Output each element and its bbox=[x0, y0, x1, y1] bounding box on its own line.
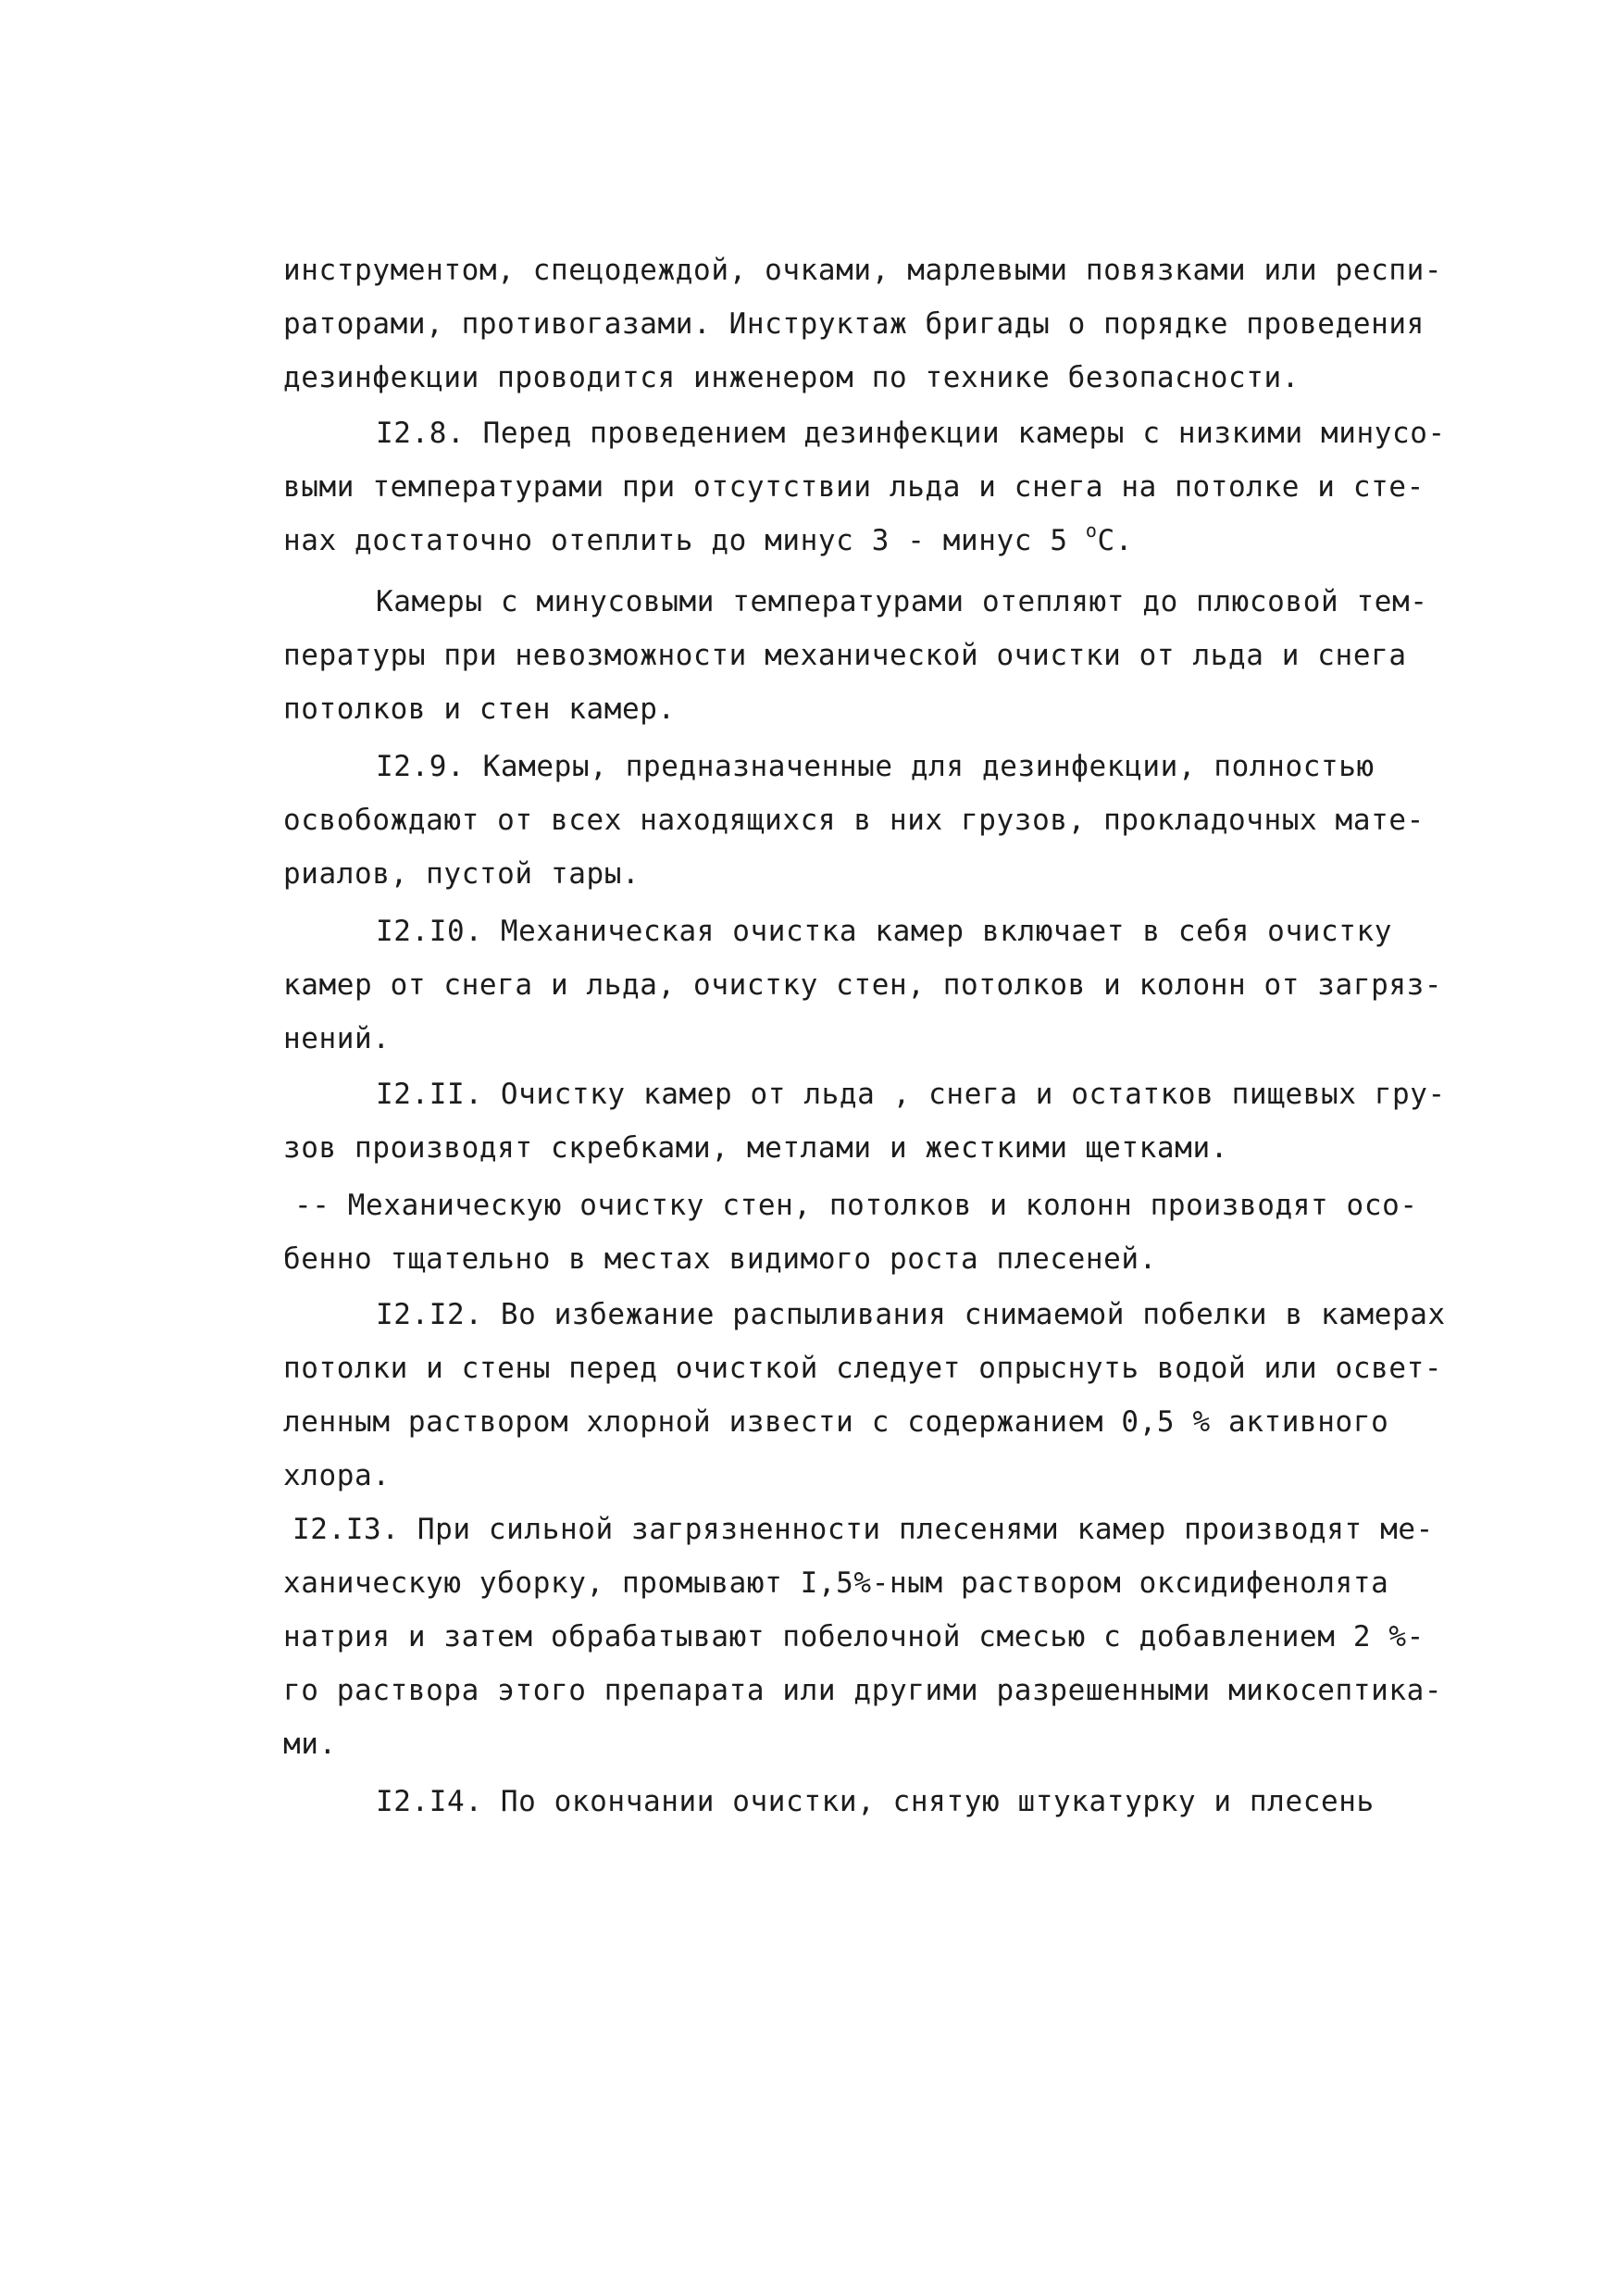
paragraph-12-14-line: I2.I4. По окончании очистки, снятую штукатурку и плесень bbox=[376, 1785, 1375, 1818]
text-line: инструментом, спецодеждой, очками, марлевыми повязками или респи- bbox=[283, 254, 1443, 287]
text-line: нений. bbox=[283, 1022, 391, 1055]
paragraph-12-8-line: I2.8. Перед проведением дезинфекции камеры с низкими минусо- bbox=[376, 417, 1446, 450]
degree-unit: С. bbox=[1097, 524, 1134, 557]
text-segment: Механическую очистку стен, потолков и колонн производят осо- bbox=[347, 1189, 1418, 1222]
text-line: го раствора этого препарата или другими разрешенными микосептика- bbox=[283, 1674, 1443, 1707]
text-line: камер от снега и льда, очистку стен, потолков и колонн от загряз- bbox=[283, 968, 1443, 1002]
text-line bbox=[294, 1187, 1418, 1224]
text-line: ленным раствором хлорной извести с содержанием 0,5 % активного bbox=[283, 1405, 1389, 1439]
paragraph-12-10-line: I2.I0. Механическая очистка камер включает в себя очистку bbox=[376, 915, 1393, 948]
paragraph-12-13-line: I2.I3. При сильной загрязненности плесенями камер производят ме- bbox=[292, 1513, 1434, 1546]
paragraph-12-11-line: I2.II. Очистку камер от льда , снега и остатков пищевых гру- bbox=[376, 1078, 1446, 1111]
paragraph-12-12-line: I2.I2. Во избежание распыливания снимаемой побелки в камерах bbox=[376, 1298, 1446, 1331]
text-line bbox=[283, 519, 1134, 559]
text-line: зов производят скребками, метлами и жесткими щетками. bbox=[283, 1131, 1228, 1165]
text-line: ханическую уборку, промывают I,5%-ным раствором оксидифенолята bbox=[283, 1566, 1389, 1600]
text-line: ми. bbox=[283, 1728, 337, 1761]
text-line: раторами, противогазами. Инструктаж бригады о порядке проведения bbox=[283, 307, 1425, 341]
degree-superscript: о bbox=[1085, 519, 1098, 542]
text-line: потолков и стен камер. bbox=[283, 693, 676, 726]
text-segment: нах достаточно отеплить до минус 3 - минус 5 bbox=[283, 524, 1086, 557]
text-line: хлора. bbox=[283, 1459, 391, 1492]
dash-mark: -- bbox=[294, 1189, 330, 1222]
text-line: натрия и затем обрабатывают побелочной смесью с добавлением 2 %- bbox=[283, 1620, 1425, 1653]
text-line: риалов, пустой тары. bbox=[283, 857, 641, 891]
text-line: дезинфекции проводится инженером по технике безопасности. bbox=[283, 361, 1301, 394]
text-line: потолки и стены перед очисткой следует опрыснуть водой или освет- bbox=[283, 1352, 1443, 1385]
text-line: освобождают от всех находящихся в них грузов, прокладочных мате- bbox=[283, 804, 1425, 837]
text-line: пературы при невозможности механической очистки от льда и снега bbox=[283, 639, 1407, 672]
paragraph-12-9-line: I2.9. Камеры, предназначенные для дезинфекции, полностью bbox=[376, 750, 1375, 783]
text-line: выми температурами при отсутствии льда и снега на потолке и сте- bbox=[283, 470, 1425, 504]
text-line: Камеры с минусовыми температурами отепляют до плюсовой тем- bbox=[376, 585, 1428, 618]
text-line: бенно тщательно в местах видимого роста плесеней. bbox=[283, 1242, 1157, 1276]
